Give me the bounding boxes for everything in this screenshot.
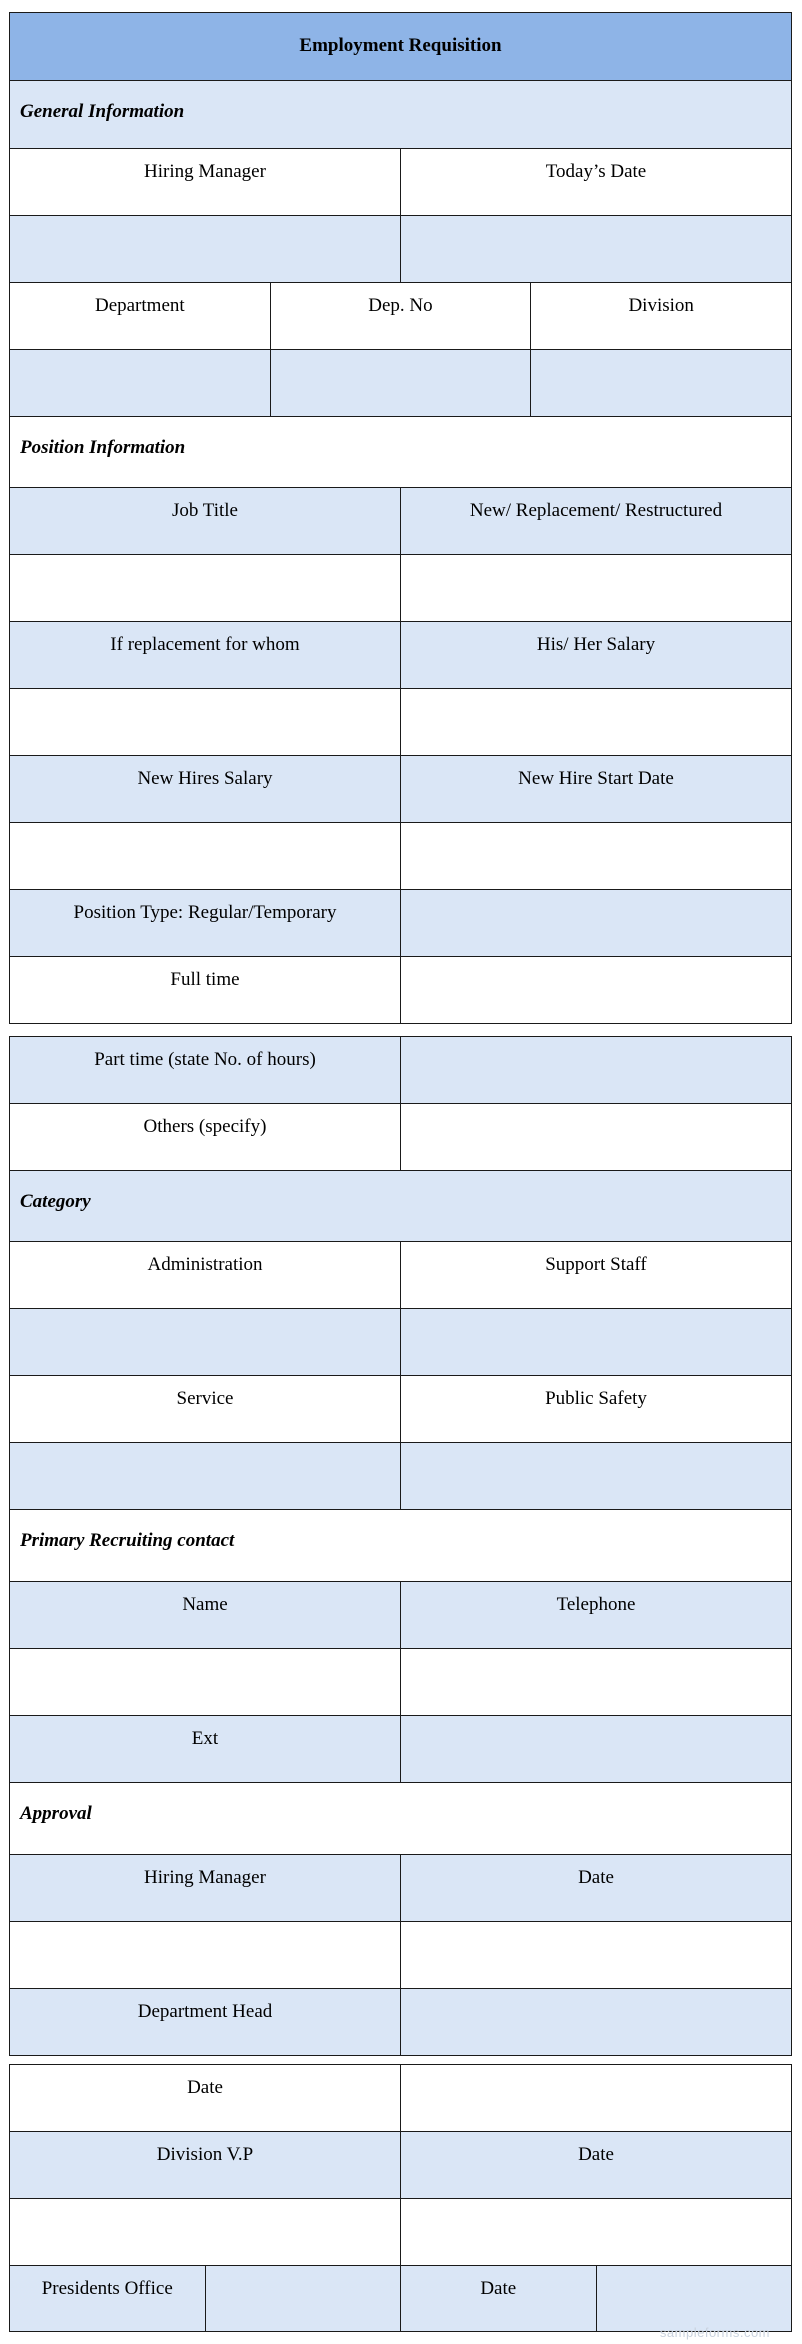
ext-label: Ext	[10, 1716, 401, 1783]
division-vp-date-field[interactable]	[401, 2199, 792, 2266]
section-position-information: Position Information	[10, 417, 792, 488]
department-label: Department	[10, 283, 271, 350]
division-vp-label: Division V.P	[10, 2132, 401, 2199]
name-label: Name	[10, 1582, 401, 1649]
requisition-table-3	[9, 2064, 792, 2332]
todays-date-field[interactable]	[400, 216, 791, 283]
section-category: Category	[10, 1171, 792, 1242]
hiring-manager-label: Hiring Manager	[10, 149, 401, 216]
public-safety-field[interactable]	[401, 1443, 792, 1510]
part-time-field[interactable]	[401, 1037, 792, 1104]
division-vp-date-label: Date	[401, 2132, 792, 2199]
section-general-information: General Information	[10, 81, 792, 149]
support-staff-field[interactable]	[401, 1309, 792, 1376]
approval-date-field[interactable]	[401, 1922, 792, 1989]
approval-hiring-manager-field[interactable]	[10, 1922, 401, 1989]
dept-head-date-field[interactable]	[401, 2065, 792, 2132]
service-label: Service	[10, 1376, 401, 1443]
approval-date-label: Date	[401, 1855, 792, 1922]
full-time-field[interactable]	[400, 957, 791, 1024]
his-her-salary-field[interactable]	[400, 689, 791, 756]
position-type-label: Position Type: Regular/Temporary	[10, 890, 401, 957]
others-field[interactable]	[401, 1104, 792, 1171]
department-head-label: Department Head	[10, 1989, 401, 2056]
presidents-office-label: Presidents Office	[10, 2266, 206, 2332]
division-field[interactable]	[531, 350, 792, 417]
department-field[interactable]	[10, 350, 271, 417]
new-replacement-label: New/ Replacement/ Restructured	[400, 488, 791, 555]
todays-date-label: Today’s Date	[400, 149, 791, 216]
requisition-table-1	[9, 12, 792, 1024]
division-label: Division	[531, 283, 792, 350]
presidents-office-field[interactable]	[205, 2266, 401, 2332]
new-hires-salary-label: New Hires Salary	[10, 756, 401, 823]
dep-no-field[interactable]	[270, 350, 531, 417]
administration-field[interactable]	[10, 1309, 401, 1376]
telephone-field[interactable]	[401, 1649, 792, 1716]
section-primary-recruiting-contact: Primary Recruiting contact	[10, 1510, 792, 1582]
his-her-salary-label: His/ Her Salary	[400, 622, 791, 689]
name-field[interactable]	[10, 1649, 401, 1716]
position-type-field[interactable]	[400, 890, 791, 957]
service-field[interactable]	[10, 1443, 401, 1510]
form-title: Employment Requisition	[10, 13, 792, 81]
support-staff-label: Support Staff	[401, 1242, 792, 1309]
approval-hiring-manager-label: Hiring Manager	[10, 1855, 401, 1922]
job-title-label: Job Title	[10, 488, 401, 555]
division-vp-field[interactable]	[10, 2199, 401, 2266]
administration-label: Administration	[10, 1242, 401, 1309]
watermark: sampleforms.com	[659, 2325, 770, 2340]
part-time-label: Part time (state No. of hours)	[10, 1037, 401, 1104]
job-title-field[interactable]	[10, 555, 401, 622]
new-hires-salary-field[interactable]	[10, 823, 401, 890]
requisition-table-2	[9, 1036, 792, 2056]
new-hire-start-date-field[interactable]	[400, 823, 791, 890]
section-approval: Approval	[10, 1783, 792, 1855]
presidents-date-field[interactable]	[596, 2266, 792, 2332]
full-time-label: Full time	[10, 957, 401, 1024]
replacement-for-label: If replacement for whom	[10, 622, 401, 689]
dept-head-date-label: Date	[10, 2065, 401, 2132]
others-label: Others (specify)	[10, 1104, 401, 1171]
department-head-field[interactable]	[401, 1989, 792, 2056]
new-hire-start-date-label: New Hire Start Date	[400, 756, 791, 823]
public-safety-label: Public Safety	[401, 1376, 792, 1443]
telephone-label: Telephone	[401, 1582, 792, 1649]
hiring-manager-field[interactable]	[10, 216, 401, 283]
new-replacement-field[interactable]	[400, 555, 791, 622]
replacement-for-field[interactable]	[10, 689, 401, 756]
ext-field[interactable]	[401, 1716, 792, 1783]
presidents-date-label: Date	[401, 2266, 597, 2332]
dep-no-label: Dep. No	[270, 283, 531, 350]
